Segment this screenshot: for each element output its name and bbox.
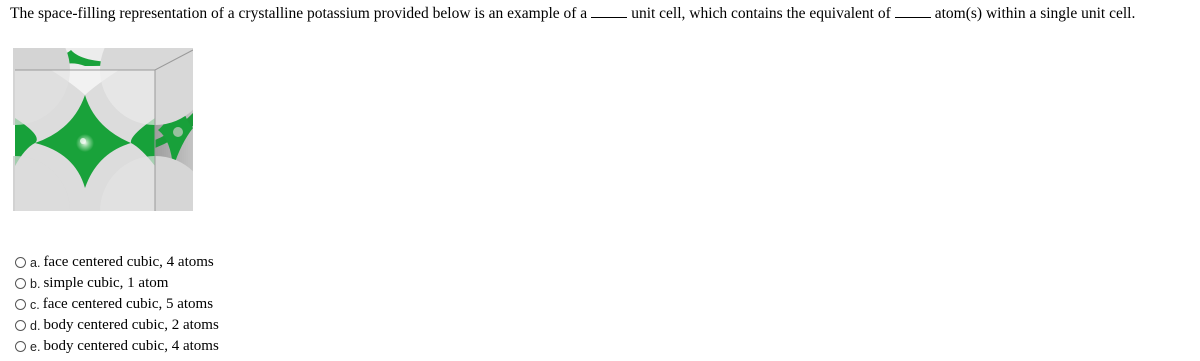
- answer-blank-2: [895, 3, 931, 18]
- option-label: face centered cubic, 4 atoms: [43, 254, 214, 270]
- question-text: [10, 3, 1135, 24]
- question-part-1: The space-filling representation of a crystalline potassium provided below is an example of a: [10, 5, 588, 22]
- unit-cell-figure: [13, 48, 193, 211]
- unit-cell-image: [13, 48, 193, 211]
- option-label: body centered cubic, 2 atoms: [43, 317, 219, 333]
- radio-button-a[interactable]: [15, 257, 26, 268]
- question-part-2: unit cell, which contains the equivalent of: [631, 5, 891, 22]
- radio-button-e[interactable]: [15, 341, 26, 352]
- option-label: face centered cubic, 5 atoms: [42, 296, 214, 312]
- option-c[interactable]: [15, 294, 219, 315]
- option-letter: e.: [30, 339, 41, 354]
- radio-button-b[interactable]: [15, 278, 26, 289]
- answer-options: [15, 252, 219, 357]
- option-d[interactable]: [15, 315, 219, 336]
- option-a[interactable]: [15, 252, 219, 273]
- radio-button-d[interactable]: [15, 320, 26, 331]
- option-letter: a.: [30, 255, 41, 270]
- option-e[interactable]: [15, 336, 219, 357]
- radio-button-c[interactable]: [15, 299, 26, 310]
- answer-blank-1: [591, 3, 627, 18]
- question-part-3: atom(s) within a single unit cell.: [934, 5, 1136, 22]
- option-label: simple cubic, 1 atom: [43, 275, 169, 291]
- option-letter: d.: [30, 318, 41, 333]
- option-label: body centered cubic, 4 atoms: [43, 338, 219, 354]
- option-b[interactable]: [15, 273, 219, 294]
- option-letter: b.: [30, 276, 41, 291]
- option-letter: c.: [30, 297, 40, 312]
